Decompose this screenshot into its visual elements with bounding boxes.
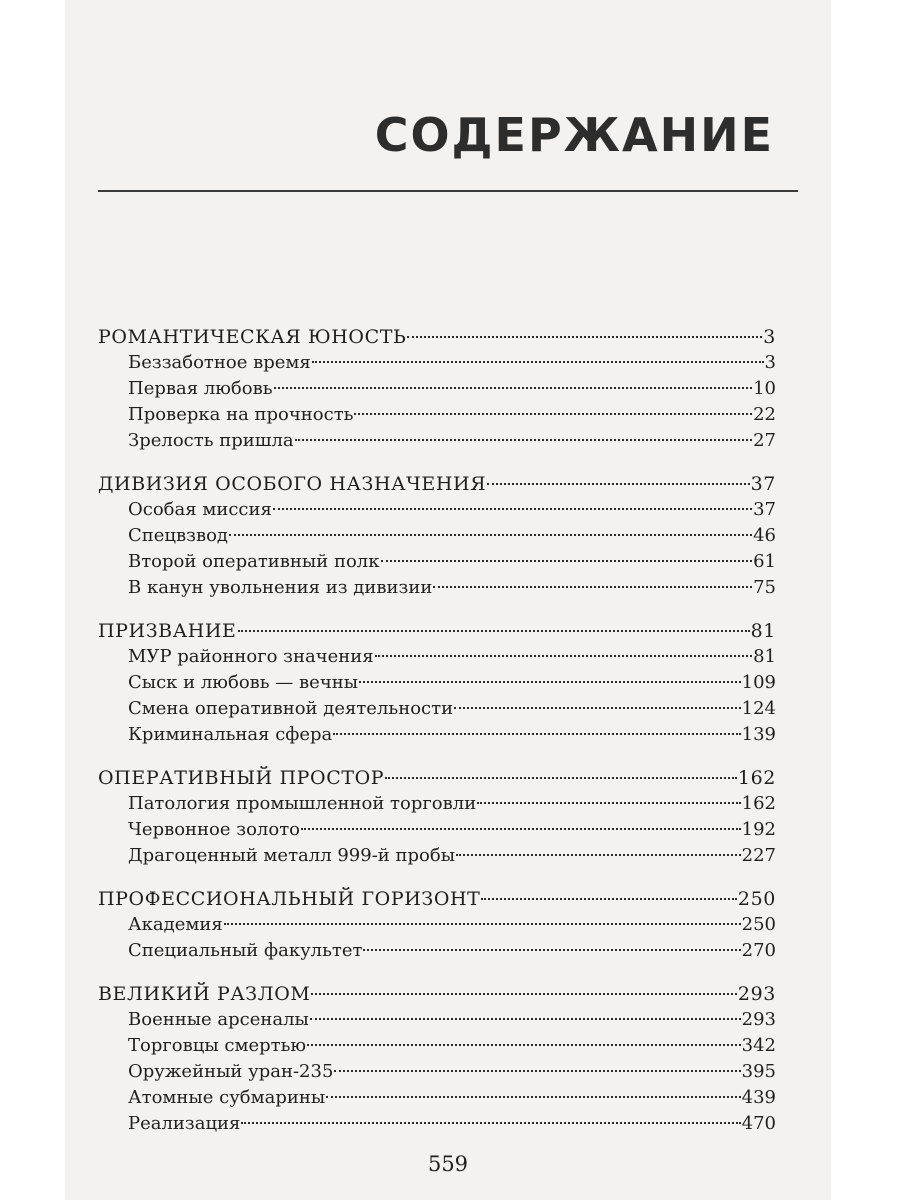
entry-page-number: 439 bbox=[741, 1087, 776, 1108]
section-title: ОПЕРАТИВНЫЙ ПРОСТОР bbox=[98, 767, 385, 789]
section-page-number: 250 bbox=[737, 888, 776, 910]
entry-page-number: 342 bbox=[741, 1035, 776, 1056]
toc-entry bbox=[98, 791, 776, 817]
section-heading bbox=[98, 324, 776, 350]
dot-leader bbox=[381, 560, 753, 562]
dot-leader bbox=[481, 898, 736, 900]
toc-entry bbox=[98, 497, 776, 523]
title-divider bbox=[98, 190, 798, 192]
entry-title: Атомные субмарины bbox=[128, 1087, 326, 1108]
entry-page-number: 270 bbox=[741, 940, 776, 961]
entry-title: Зрелость пришла bbox=[128, 430, 294, 451]
entry-title: Спецвзвод bbox=[128, 525, 229, 546]
toc-entry bbox=[98, 670, 776, 696]
section-page-number: 293 bbox=[737, 983, 776, 1005]
entry-title: Беззаботное время bbox=[128, 352, 311, 373]
toc-entry bbox=[98, 549, 776, 575]
entry-page-number: 61 bbox=[753, 551, 776, 572]
dot-leader bbox=[477, 802, 740, 804]
dot-leader bbox=[224, 923, 741, 925]
dot-leader bbox=[375, 655, 752, 657]
toc-entry bbox=[98, 350, 776, 376]
dot-leader bbox=[456, 854, 741, 856]
entry-page-number: 46 bbox=[753, 525, 776, 546]
section-heading bbox=[98, 765, 776, 791]
entry-title: МУР районного значения bbox=[128, 646, 374, 667]
entry-page-number: 75 bbox=[753, 577, 776, 598]
page-number: 559 bbox=[427, 1152, 469, 1176]
entry-page-number: 227 bbox=[741, 845, 776, 866]
dot-leader bbox=[333, 733, 740, 735]
dot-leader bbox=[295, 439, 752, 441]
section-heading bbox=[98, 618, 776, 644]
dot-leader bbox=[385, 777, 737, 779]
toc-entry bbox=[98, 843, 776, 869]
dot-leader bbox=[301, 828, 741, 830]
entry-page-number: 192 bbox=[741, 819, 776, 840]
dot-leader bbox=[311, 993, 736, 995]
entry-title: Военные арсеналы bbox=[128, 1009, 309, 1030]
section-title: ДИВИЗИЯ ОСОБОГО НАЗНАЧЕНИЯ bbox=[98, 473, 487, 495]
toc-entry bbox=[98, 696, 776, 722]
entry-page-number: 27 bbox=[753, 430, 776, 451]
toc-entry bbox=[98, 1111, 776, 1137]
entry-page-number: 3 bbox=[764, 352, 776, 373]
dot-leader bbox=[487, 483, 749, 485]
entry-title: Червонное золото bbox=[128, 819, 300, 840]
dot-leader bbox=[359, 681, 741, 683]
dot-leader bbox=[229, 534, 752, 536]
toc-section bbox=[98, 765, 776, 869]
dot-leader bbox=[354, 413, 752, 415]
dot-leader bbox=[238, 630, 750, 632]
toc-entry bbox=[98, 1059, 776, 1085]
toc-entry bbox=[98, 1033, 776, 1059]
entry-page-number: 250 bbox=[741, 914, 776, 935]
toc-section bbox=[98, 886, 776, 964]
toc-entry bbox=[98, 376, 776, 402]
dot-leader bbox=[310, 1018, 741, 1020]
dot-leader bbox=[312, 361, 764, 363]
dot-leader bbox=[454, 707, 741, 709]
section-page-number: 162 bbox=[737, 767, 776, 789]
entry-title: Реализация bbox=[128, 1113, 241, 1134]
dot-leader bbox=[326, 1096, 740, 1098]
entry-page-number: 22 bbox=[753, 404, 776, 425]
toc-entry bbox=[98, 912, 776, 938]
entry-title: Особая миссия bbox=[128, 499, 272, 520]
section-title: ПРОФЕССИОНАЛЬНЫЙ ГОРИЗОНТ bbox=[98, 888, 481, 910]
entry-title: Второй оперативный полк bbox=[128, 551, 380, 572]
toc-entry bbox=[98, 722, 776, 748]
dot-leader bbox=[363, 949, 740, 951]
entry-title: Сыск и любовь — вечны bbox=[128, 672, 359, 693]
entry-page-number: 293 bbox=[741, 1009, 776, 1030]
entry-page-number: 162 bbox=[741, 793, 776, 814]
section-title: РОМАНТИЧЕСКАЯ ЮНОСТЬ bbox=[98, 326, 407, 348]
toc-entry bbox=[98, 644, 776, 670]
toc-entry bbox=[98, 1007, 776, 1033]
toc-entry bbox=[98, 817, 776, 843]
dot-leader bbox=[433, 586, 752, 588]
entry-title: Проверка на прочность bbox=[128, 404, 354, 425]
entry-title: Смена оперативной деятельности bbox=[128, 698, 454, 719]
entry-page-number: 470 bbox=[741, 1113, 776, 1134]
section-heading bbox=[98, 981, 776, 1007]
page-title: СОДЕРЖАНИЕ bbox=[374, 108, 774, 162]
dot-leader bbox=[273, 508, 752, 510]
table-of-contents bbox=[98, 324, 776, 1154]
entry-page-number: 81 bbox=[753, 646, 776, 667]
entry-title: В канун увольнения из дивизии bbox=[128, 577, 433, 598]
section-title: ВЕЛИКИЙ РАЗЛОМ bbox=[98, 983, 311, 1005]
toc-section bbox=[98, 981, 776, 1137]
section-page-number: 81 bbox=[750, 620, 776, 642]
entry-title: Академия bbox=[128, 914, 223, 935]
toc-entry bbox=[98, 575, 776, 601]
toc-entry bbox=[98, 402, 776, 428]
toc-section bbox=[98, 618, 776, 748]
entry-page-number: 109 bbox=[741, 672, 776, 693]
entry-page-number: 139 bbox=[741, 724, 776, 745]
entry-title: Патология промышленной торговли bbox=[128, 793, 477, 814]
toc-section bbox=[98, 324, 776, 454]
section-heading bbox=[98, 471, 776, 497]
section-heading bbox=[98, 886, 776, 912]
book-page bbox=[66, 0, 830, 1200]
entry-page-number: 124 bbox=[741, 698, 776, 719]
entry-title: Первая любовь bbox=[128, 378, 273, 399]
toc-entry bbox=[98, 938, 776, 964]
entry-title: Торговцы смертью bbox=[128, 1035, 307, 1056]
entry-page-number: 37 bbox=[753, 499, 776, 520]
toc-section bbox=[98, 471, 776, 601]
toc-entry bbox=[98, 523, 776, 549]
entry-title: Специальный факультет bbox=[128, 940, 363, 961]
dot-leader bbox=[407, 336, 762, 338]
entry-title: Криминальная сфера bbox=[128, 724, 333, 745]
dot-leader bbox=[274, 387, 753, 389]
entry-title: Оружейный уран-235 bbox=[128, 1061, 334, 1082]
toc-entry bbox=[98, 428, 776, 454]
section-page-number: 37 bbox=[750, 473, 776, 495]
toc-entry bbox=[98, 1085, 776, 1111]
dot-leader bbox=[241, 1122, 740, 1124]
dot-leader bbox=[334, 1070, 740, 1072]
dot-leader bbox=[307, 1044, 741, 1046]
entry-title: Драгоценный металл 999-й пробы bbox=[128, 845, 456, 866]
section-page-number: 3 bbox=[763, 326, 776, 348]
entry-page-number: 10 bbox=[753, 378, 776, 399]
entry-page-number: 395 bbox=[741, 1061, 776, 1082]
section-title: ПРИЗВАНИЕ bbox=[98, 620, 237, 642]
